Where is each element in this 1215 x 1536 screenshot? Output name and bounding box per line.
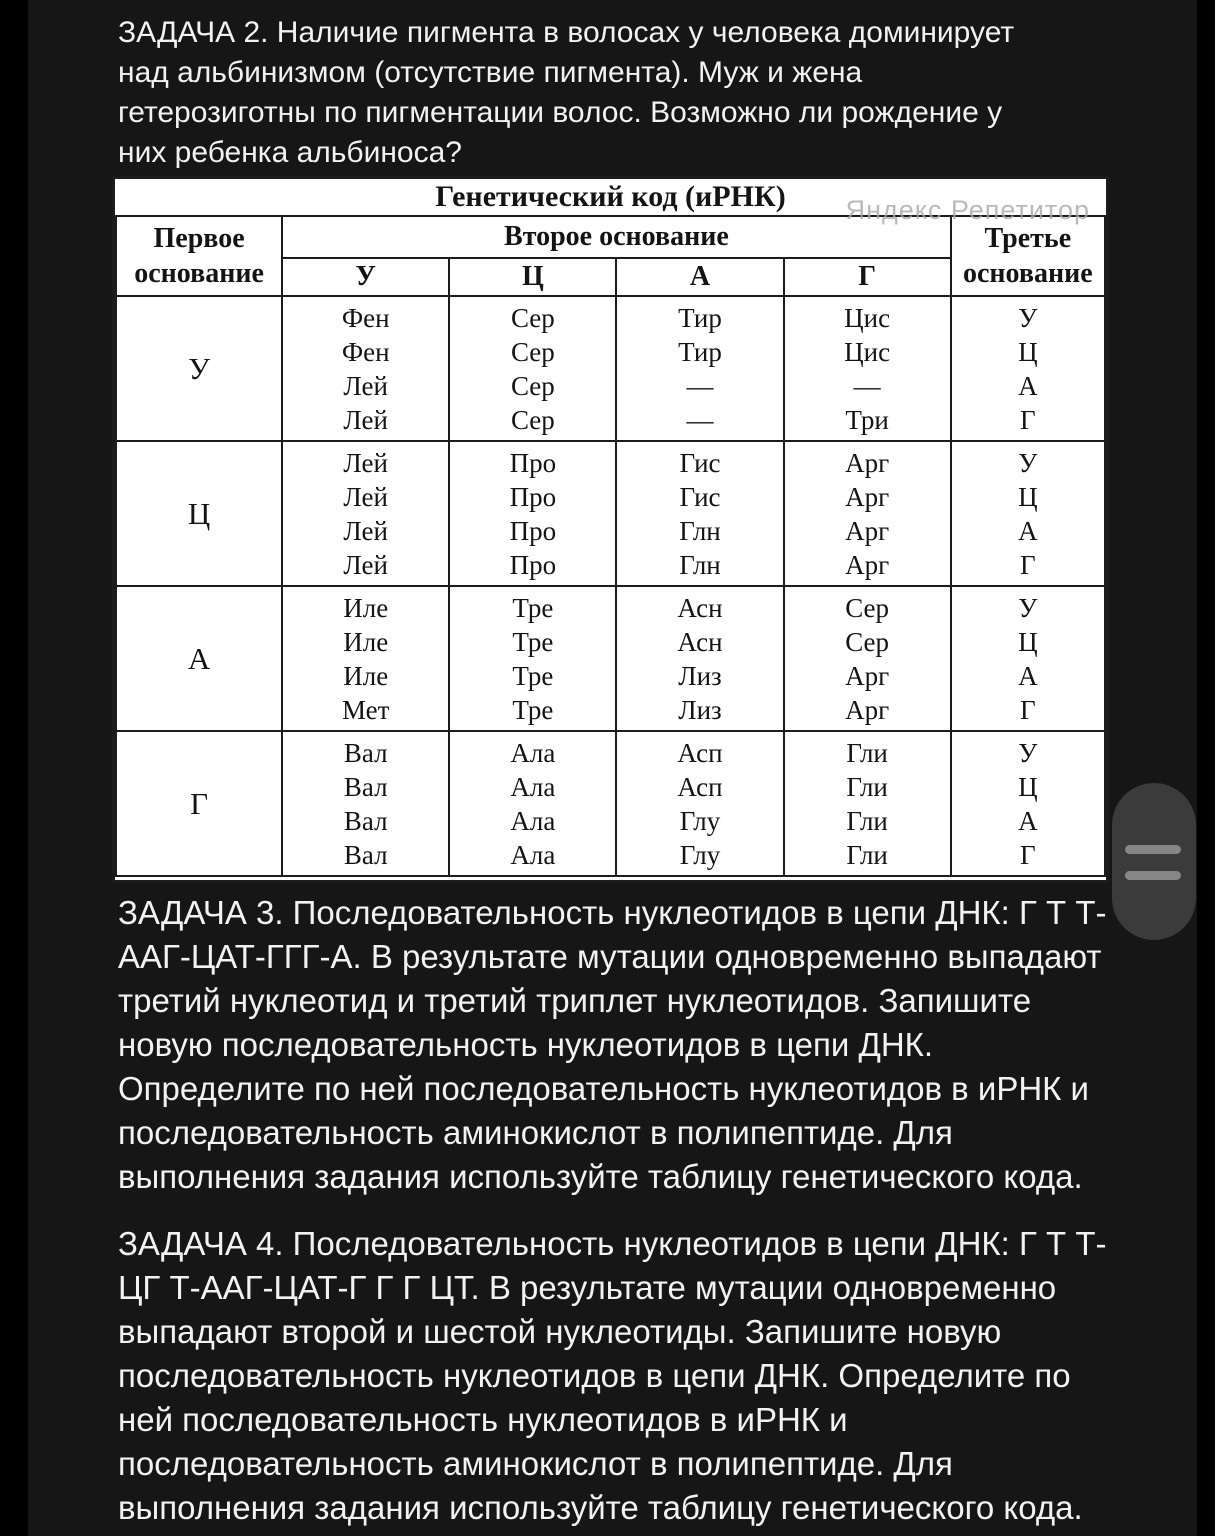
second-base-col-g: Г — [784, 258, 951, 296]
text-line: выпадают второй и шестой нуклеотиды. Запишите новую — [118, 1313, 1002, 1350]
amino-acid-value: Глн — [679, 549, 721, 580]
left-black-bar — [0, 0, 28, 1536]
task-2-text — [118, 13, 1128, 173]
amino-acid-value: Сер — [845, 592, 890, 623]
table-title: Генетический код (иРНК) — [435, 180, 786, 213]
text-line: последовательность нуклеотидов в цепи ДНК. Определите по — [118, 1357, 1071, 1394]
third-base-value: Ц — [1018, 336, 1038, 367]
amino-acid-value: Ала — [510, 771, 556, 802]
amino-acid-value: Асп — [677, 737, 723, 768]
third-base-value: У — [1018, 302, 1038, 333]
drag-handle-icon — [1125, 845, 1181, 854]
amino-acid-value: Глу — [679, 805, 721, 836]
amino-acid-value: Тре — [512, 660, 554, 691]
genetic-code-table — [115, 215, 1106, 877]
text-line: основание — [134, 258, 264, 289]
amino-acid-value: Гли — [846, 839, 888, 870]
amino-acid-cell — [282, 586, 449, 731]
amino-acid-value: Сер — [510, 336, 555, 367]
amino-acid-value: Цис — [844, 302, 891, 333]
amino-acid-value: Лей — [343, 515, 388, 546]
amino-acid-value: Фен — [341, 336, 390, 367]
second-base-header: Второе основание — [282, 216, 951, 258]
amino-acid-value: — — [853, 370, 881, 401]
amino-acid-value: Арг — [845, 447, 890, 478]
amino-acid-value: Гли — [846, 737, 888, 768]
amino-acid-value: Сер — [510, 404, 555, 435]
text-line: выполнения задания используйте таблицу генетического кода. — [118, 1158, 1083, 1195]
text-line: Первое — [153, 223, 245, 254]
amino-acid-value: Арг — [845, 694, 890, 725]
third-base-value: Г — [1020, 694, 1036, 725]
second-base-col-u: У — [282, 258, 449, 296]
amino-acid-value: Про — [509, 515, 557, 546]
amino-acid-value: Арг — [845, 515, 890, 546]
text-line: ЦГ Т-ААГ-ЦАТ-Г Г Г ЦТ. В результате мутации одновременно — [118, 1269, 1057, 1306]
amino-acid-value: Арг — [845, 660, 890, 691]
amino-acid-value: Иле — [343, 592, 389, 623]
amino-acid-value: Лей — [343, 481, 388, 512]
amino-acid-value: Арг — [845, 481, 890, 512]
amino-acid-cell — [616, 731, 783, 876]
text-line: гетерозиготны по пигментации волос. Возможно ли рождение у — [118, 96, 1003, 129]
amino-acid-value: Тир — [678, 302, 722, 333]
amino-acid-value: Сер — [845, 626, 890, 657]
amino-acid-value: — — [686, 404, 714, 435]
genetic-code-table-scan — [112, 176, 1109, 883]
third-base-value: Г — [1020, 549, 1036, 580]
amino-acid-cell — [616, 296, 783, 441]
codon-row — [116, 296, 1105, 441]
amino-acid-value: Глн — [679, 515, 721, 546]
amino-acid-value: Три — [845, 404, 889, 435]
codon-row — [116, 586, 1105, 731]
third-base-value: А — [1018, 515, 1038, 546]
text-line: последовательность аминокислот в полипептиде. Для — [118, 1445, 953, 1482]
amino-acid-value: Арг — [845, 549, 890, 580]
text-line: последовательность аминокислот в полипептиде. Для — [118, 1114, 953, 1151]
codon-row — [116, 731, 1105, 876]
amino-acid-value: Лиз — [678, 694, 722, 725]
amino-acid-cell — [784, 731, 951, 876]
amino-acid-cell — [784, 296, 951, 441]
amino-acid-value: Иле — [343, 626, 389, 657]
third-base-value: Ц — [1018, 481, 1038, 512]
third-base-value: Ц — [1018, 626, 1038, 657]
amino-acid-cell — [449, 731, 616, 876]
amino-acid-value: Лей — [343, 549, 388, 580]
amino-acid-cell — [282, 731, 449, 876]
third-base-value: У — [1018, 737, 1038, 768]
amino-acid-value: Асн — [677, 592, 723, 623]
drag-handle-icon — [1125, 871, 1181, 880]
amino-acid-value: Вал — [343, 839, 388, 870]
amino-acid-value: Ала — [510, 737, 556, 768]
amino-acid-value: Глу — [679, 839, 721, 870]
amino-acid-value: Гис — [679, 481, 721, 512]
third-base-value: А — [1018, 805, 1038, 836]
amino-acid-value: Асп — [677, 771, 723, 802]
third-base-header — [951, 216, 1105, 296]
amino-acid-value: Вал — [343, 771, 388, 802]
amino-acid-value: Мет — [341, 694, 390, 725]
first-base-cell: У — [116, 296, 282, 441]
third-base-value: Г — [1020, 839, 1036, 870]
amino-acid-value: Лей — [343, 404, 388, 435]
amino-acid-cell — [616, 441, 783, 586]
amino-acid-value: Тир — [678, 336, 722, 367]
text-line: ЗАДАЧА 2. Наличие пигмента в волосах у человека доминирует — [118, 16, 1015, 49]
text-line: Определите по ней последовательность нуклеотидов в иРНК и — [118, 1070, 1089, 1107]
third-base-value: А — [1018, 660, 1038, 691]
third-base-value: У — [1018, 447, 1038, 478]
amino-acid-value: Иле — [343, 660, 389, 691]
amino-acid-value: Гли — [846, 805, 888, 836]
third-base-value: А — [1018, 370, 1038, 401]
text-line: новую последовательность нуклеотидов в цепи ДНК. — [118, 1026, 934, 1063]
third-base-value: Г — [1020, 404, 1036, 435]
text-line: выполнения задания используйте таблицу генетического кода. — [118, 1489, 1083, 1526]
watermark-text: Яндекс Репетитор — [845, 195, 1090, 225]
amino-acid-value: Про — [509, 549, 557, 580]
text-line: основание — [963, 258, 1093, 289]
amino-acid-value: Тре — [512, 592, 554, 623]
second-base-col-c: Ц — [449, 258, 616, 296]
text-line: них ребенка альбиноса? — [118, 136, 462, 169]
text-line: ЗАДАЧА 3. Последовательность нуклеотидов в цепи ДНК: Г Т Т- — [118, 894, 1107, 931]
genetic-code-tbody — [116, 296, 1105, 876]
amino-acid-cell — [784, 441, 951, 586]
right-black-bar — [1197, 0, 1215, 1536]
amino-acid-value: Гис — [679, 447, 721, 478]
amino-acid-cell — [282, 296, 449, 441]
amino-acid-value: Про — [509, 447, 557, 478]
amino-acid-value: Сер — [510, 370, 555, 401]
amino-acid-value: Лей — [343, 447, 388, 478]
third-base-cell — [951, 296, 1105, 441]
amino-acid-value: Лиз — [678, 660, 722, 691]
first-base-header — [116, 216, 282, 296]
third-base-cell — [951, 441, 1105, 586]
scroll-handle-button[interactable] — [1112, 783, 1196, 940]
amino-acid-value: Тре — [512, 694, 554, 725]
third-base-cell — [951, 586, 1105, 731]
amino-acid-value: Вал — [343, 737, 388, 768]
amino-acid-value: Ала — [510, 839, 556, 870]
text-line: ЗАДАЧА 4. Последовательность нуклеотидов в цепи ДНК: Г Т Т- — [118, 1225, 1107, 1262]
amino-acid-value: Гли — [846, 771, 888, 802]
second-base-col-a: А — [616, 258, 783, 296]
first-base-cell: Г — [116, 731, 282, 876]
amino-acid-value: Фен — [341, 302, 390, 333]
first-base-cell: Ц — [116, 441, 282, 586]
amino-acid-value: Про — [509, 481, 557, 512]
codon-row — [116, 441, 1105, 586]
amino-acid-cell — [449, 441, 616, 586]
amino-acid-value: Ала — [510, 805, 556, 836]
amino-acid-cell — [784, 586, 951, 731]
first-base-cell: А — [116, 586, 282, 731]
amino-acid-value: Цис — [844, 336, 891, 367]
amino-acid-cell — [282, 441, 449, 586]
amino-acid-value: Лей — [343, 370, 388, 401]
text-line: над альбинизмом (отсутствие пигмента). Муж и жена — [118, 56, 863, 89]
amino-acid-cell — [449, 586, 616, 731]
amino-acid-value: Сер — [510, 302, 555, 333]
amino-acid-value: Асн — [677, 626, 723, 657]
amino-acid-value: Тре — [512, 626, 554, 657]
amino-acid-value: — — [686, 370, 714, 401]
text-line: ААГ-ЦАТ-ГГГ-А. В результате мутации одновременно выпадают — [118, 938, 1102, 975]
third-base-cell — [951, 731, 1105, 876]
text-line: Третье — [984, 223, 1072, 254]
amino-acid-value: Вал — [343, 805, 388, 836]
text-line: третий нуклеотид и третий триплет нуклеотидов. Запишите — [118, 982, 1032, 1019]
third-base-value: Ц — [1018, 771, 1038, 802]
task-4-text — [118, 1222, 1128, 1530]
amino-acid-cell — [616, 586, 783, 731]
text-line: ней последовательность нуклеотидов в иРНК и — [118, 1401, 848, 1438]
task-3-text — [118, 891, 1128, 1199]
third-base-value: У — [1018, 592, 1038, 623]
amino-acid-cell — [449, 296, 616, 441]
